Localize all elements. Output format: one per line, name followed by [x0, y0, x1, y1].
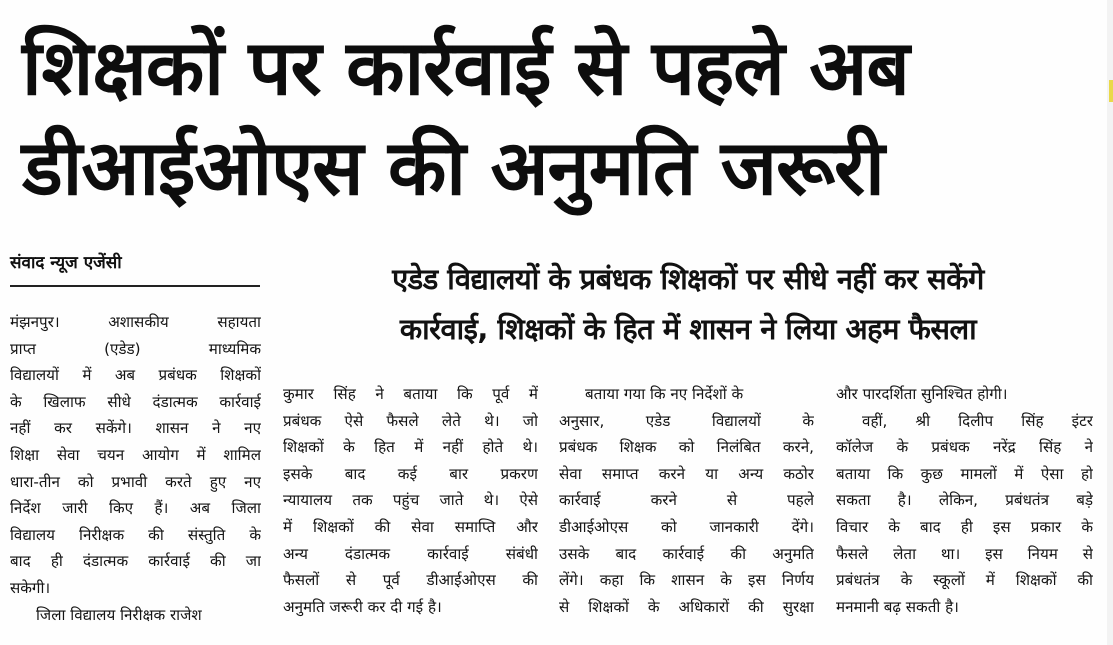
column-line: वहीं, श्री दिलीप सिंह इंटर [862, 411, 1093, 430]
column-line: में शिक्षकों की सेवा समाप्ति और [283, 517, 538, 536]
column-line: कुमार सिंह ने बताया कि पूर्व में [283, 385, 538, 403]
column-line: अनुमति जरूरी कर दी गई है। [283, 597, 442, 616]
headline-line-1: शिक्षकों पर कार्रवाई से पहले अब [22, 23, 909, 112]
column-line: शिक्षा सेवा चयन आयोग में शामिल [10, 445, 261, 464]
column-line: निर्देश जारी किए हैं। अब जिला [10, 499, 261, 518]
column-line: कॉलेज के प्रबंधक नरेंद्र सिंह ने [836, 438, 1093, 457]
column-line: बाद ही दंडात्मक कार्रवाई की जा [10, 552, 261, 571]
column-line: सकेगी। [10, 578, 51, 597]
article-column-2 [283, 381, 538, 620]
article-column-4 [836, 381, 1093, 620]
column-line: अनुसार, एडेड विद्यालयों के [559, 411, 814, 430]
column-line: सेवा समाप्त करने या अन्य कठोर [559, 464, 814, 483]
adjacent-article-edge [1109, 80, 1113, 102]
column-line: प्रबंधतंत्र के स्कूलों में शिक्षकों की [836, 571, 1093, 590]
column-line: अन्य दंडात्मक कार्रवाई संबंधी [283, 544, 538, 563]
column-line: डीआईओएस को जानकारी देंगे। [559, 517, 814, 536]
article-column-3 [559, 381, 814, 620]
column-line: जिला विद्यालय निरीक्षक राजेश [36, 605, 202, 624]
subheadline-line-1: एडेड विद्यालयों के प्रबंधक शिक्षकों पर सीधे नहीं कर सकेंगे [392, 262, 984, 296]
column-line: और पारदर्शिता सुनिश्चित होगी। [836, 385, 1008, 403]
column-line: नहीं कर सकेंगे। शासन ने नए [10, 419, 261, 438]
column-line: विद्यालय निरीक्षक की संस्तुति के [10, 525, 261, 544]
column-line: धारा-तीन को प्रभावी करते हुए नए [10, 472, 261, 491]
column-line: फैसलों से पूर्व डीआईओएस की [283, 571, 538, 590]
column-line: प्रबंधक ऐसे फैसले लेते थे। जो [283, 411, 538, 430]
byline: संवाद न्यूज एजेंसी [10, 253, 122, 273]
headline-line-2: डीआईओएस की अनुमति जरूरी [22, 123, 884, 212]
column-line: फैसले लेता था। इस नियम से [836, 544, 1093, 563]
column-line: बताया गया कि नए निर्देशों के [585, 385, 744, 403]
column-line: से शिक्षकों के अधिकारों की सुरक्षा [559, 597, 814, 616]
column-line: सकता है। लेकिन, प्रबंधतंत्र बड़े [836, 491, 1093, 510]
column-line: विद्यालयों में अब प्रबंधक शिक्षकों [10, 366, 261, 385]
subheadline [282, 254, 1094, 354]
subheadline-line-2: कार्रवाई, शिक्षकों के हित में शासन ने लिया अहम फैसला [399, 312, 977, 346]
column-line: मनमानी बढ़ सकती है। [836, 597, 959, 616]
column-line: बताया कि कुछ मामलों में ऐसा हो [836, 464, 1093, 483]
column-line: लेंगे। कहा कि शासन के इस निर्णय [559, 571, 814, 590]
column-line: इसके बाद कई बार प्रकरण [283, 464, 538, 483]
byline-divider [10, 285, 260, 287]
column-line: कार्रवाई करने से पहले [559, 491, 814, 510]
headline [22, 18, 1092, 218]
column-line: शिक्षकों के हित में नहीं होते थे। [283, 438, 538, 457]
column-line: मंझनपुर। अशासकीय सहायता [10, 313, 261, 331]
article-column-1 [10, 309, 261, 628]
column-line: प्रबंधक शिक्षक को निलंबित करने, [559, 438, 814, 457]
column-line: न्यायालय तक पहुंच जाते थे। ऐसे [283, 491, 538, 510]
column-line: प्राप्त (एडेड) माध्यमिक [10, 339, 261, 358]
column-line: उसके बाद कार्रवाई की अनुमति [559, 544, 814, 563]
column-line: विचार के बाद ही इस प्रकार के [836, 517, 1093, 536]
column-line: के खिलाफ सीधे दंडात्मक कार्रवाई [10, 392, 261, 411]
